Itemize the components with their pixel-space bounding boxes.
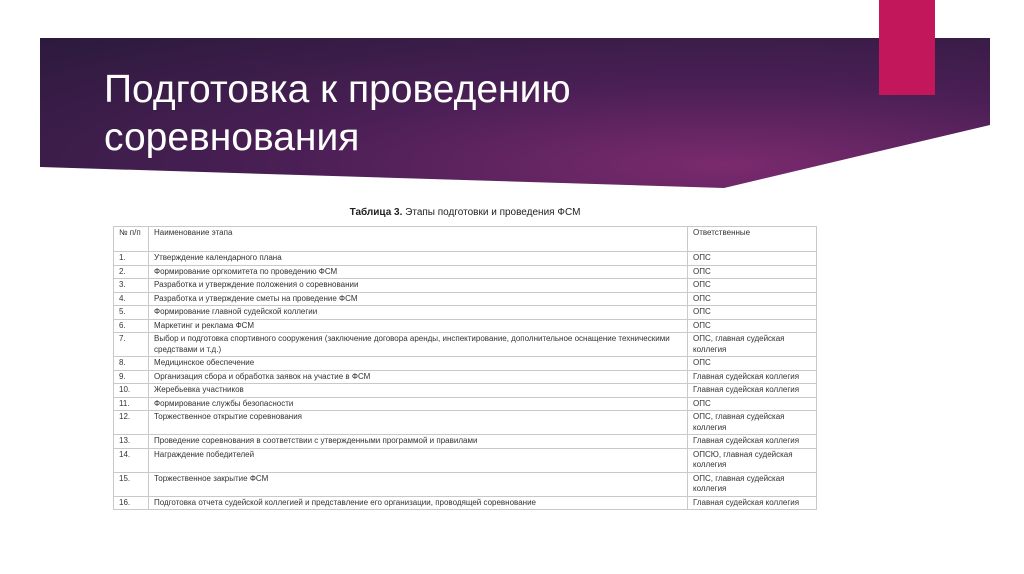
cell-responsible: ОПС (688, 292, 817, 306)
accent-bar (879, 0, 935, 95)
cell-num: 1. (114, 252, 149, 266)
table-row (114, 279, 817, 293)
cell-responsible: ОПС (688, 265, 817, 279)
cell-num: 13. (114, 435, 149, 449)
cell-stage: Формирование службы безопасности (149, 397, 688, 411)
cell-responsible: Главная судейская коллегия (688, 370, 817, 384)
cell-num: 5. (114, 306, 149, 320)
table-row (114, 333, 817, 357)
cell-responsible: ОПС (688, 357, 817, 371)
cell-num: 2. (114, 265, 149, 279)
table-row (114, 397, 817, 411)
cell-num: 8. (114, 357, 149, 371)
table-row (114, 319, 817, 333)
cell-num: 15. (114, 472, 149, 496)
cell-responsible: ОПС (688, 306, 817, 320)
slide-title-line-2: соревнования (104, 116, 360, 159)
table-row (114, 496, 817, 510)
cell-responsible: ОПС (688, 279, 817, 293)
cell-stage: Торжественное открытие соревнования (149, 411, 688, 435)
header-stage: Наименование этапа (149, 227, 688, 252)
cell-stage: Торжественное закрытие ФСМ (149, 472, 688, 496)
cell-num: 12. (114, 411, 149, 435)
cell-responsible: ОПСЮ, главная судейская коллегия (688, 448, 817, 472)
cell-stage: Выбор и подготовка спортивного сооружения (заключение договора аренды, инспектирование, дополнительное оснащение техническими средствами и т.д.) (149, 333, 688, 357)
cell-num: 14. (114, 448, 149, 472)
stages-table-body (114, 227, 817, 510)
slide-title-line-1: Подготовка к проведению (104, 68, 571, 111)
table-row (114, 435, 817, 449)
cell-stage: Проведение соревнования в соответствии с утвержденными программой и правилами (149, 435, 688, 449)
table-row (114, 472, 817, 496)
header-num: № п/п (114, 227, 149, 252)
cell-responsible: ОПС (688, 252, 817, 266)
cell-stage: Утверждение календарного плана (149, 252, 688, 266)
slide-title (104, 66, 571, 162)
cell-stage: Медицинское обеспечение (149, 357, 688, 371)
table-row (114, 384, 817, 398)
table-row (114, 370, 817, 384)
table-caption-label: Таблица 3. (349, 207, 403, 218)
cell-num: 6. (114, 319, 149, 333)
stages-table (113, 226, 817, 510)
cell-stage: Награждение победителей (149, 448, 688, 472)
table-row (114, 411, 817, 435)
table-caption-text: Этапы подготовки и проведения ФСМ (402, 207, 581, 218)
cell-num: 3. (114, 279, 149, 293)
cell-stage: Разработка и утверждение сметы на проведение ФСМ (149, 292, 688, 306)
cell-responsible: ОПС (688, 319, 817, 333)
table-caption (0, 207, 930, 218)
table-row (114, 306, 817, 320)
table-header-row (114, 227, 817, 252)
table-row (114, 448, 817, 472)
cell-stage: Жеребьевка участников (149, 384, 688, 398)
table-row (114, 292, 817, 306)
cell-num: 16. (114, 496, 149, 510)
cell-num: 7. (114, 333, 149, 357)
cell-num: 11. (114, 397, 149, 411)
cell-responsible: Главная судейская коллегия (688, 435, 817, 449)
header-responsible: Ответственные (688, 227, 817, 252)
cell-responsible: Главная судейская коллегия (688, 496, 817, 510)
cell-num: 10. (114, 384, 149, 398)
table-row (114, 357, 817, 371)
cell-stage: Организация сбора и обработка заявок на участие в ФСМ (149, 370, 688, 384)
cell-num: 4. (114, 292, 149, 306)
cell-num: 9. (114, 370, 149, 384)
cell-responsible: ОПС, главная судейская коллегия (688, 333, 817, 357)
cell-responsible: Главная судейская коллегия (688, 384, 817, 398)
cell-stage: Разработка и утверждение положения о соревновании (149, 279, 688, 293)
table-row (114, 265, 817, 279)
cell-responsible: ОПС, главная судейская коллегия (688, 411, 817, 435)
cell-responsible: ОПС, главная судейская коллегия (688, 472, 817, 496)
cell-stage: Маркетинг и реклама ФСМ (149, 319, 688, 333)
table-row (114, 252, 817, 266)
cell-responsible: ОПС (688, 397, 817, 411)
cell-stage: Подготовка отчета судейской коллегией и представление его организации, проводящей соревнование (149, 496, 688, 510)
cell-stage: Формирование оргкомитета по проведению ФСМ (149, 265, 688, 279)
cell-stage: Формирование главной судейской коллегии (149, 306, 688, 320)
